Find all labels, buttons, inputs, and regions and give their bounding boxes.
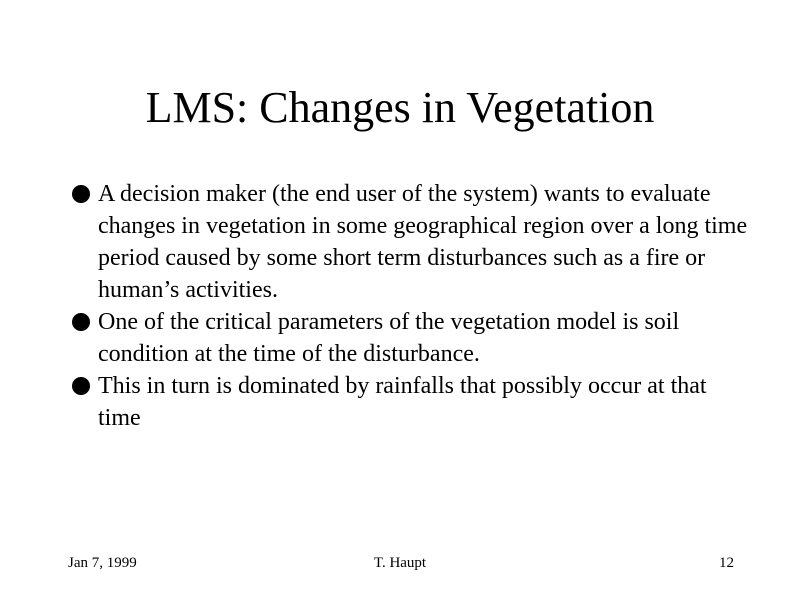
bullet-item [70,306,750,370]
slide-title: LMS: Changes in Vegetation [145,83,655,132]
bullet-dot-icon [72,185,90,203]
bullet-list [70,178,750,434]
footer-date: Jan 7, 1999 [68,555,137,571]
bullet-item [70,178,750,306]
bullet-text: One of the critical parameters of the vegetation model is soil condition at the time of the disturbance. [98,309,680,367]
bullet-dot-icon [72,377,90,395]
bullet-text: This in turn is dominated by rainfalls that possibly occur at that time [98,373,707,431]
bullet-dot-icon [72,313,90,331]
bullet-text: A decision maker (the end user of the system) wants to evaluate changes in vegetation in some geographical region over a long time period caused by some short term disturbances such as a fire or human’s activities. [98,181,748,303]
bullet-item [70,370,750,434]
footer-author: T. Haupt [373,555,427,571]
footer-page-number: 12 [719,555,734,571]
